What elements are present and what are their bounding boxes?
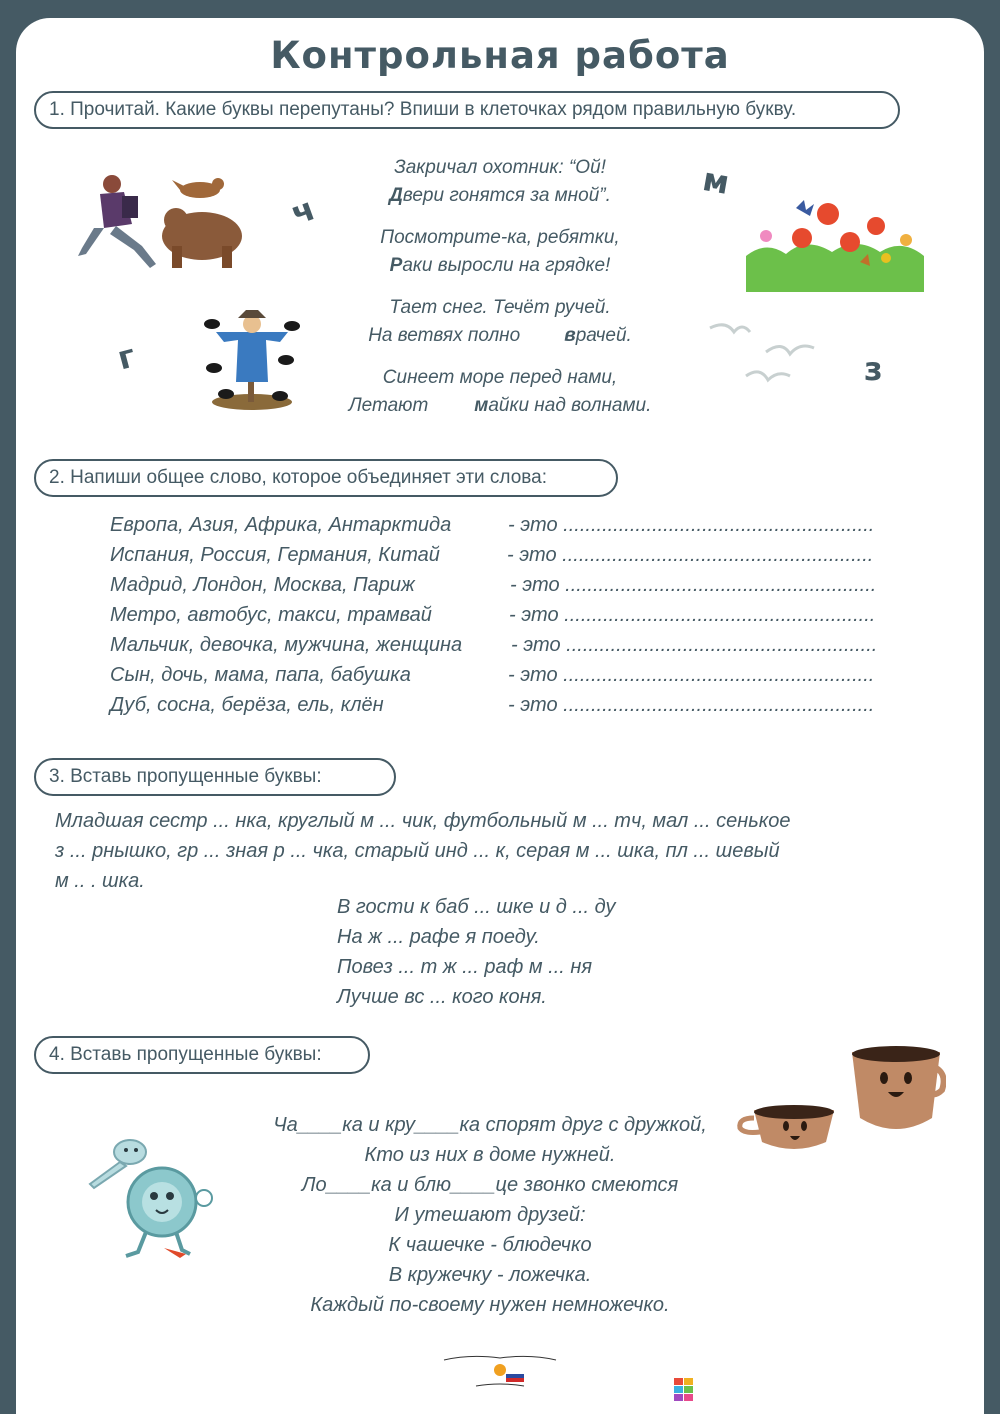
answer-line-2[interactable]: - это ........................................................ — [507, 544, 874, 566]
word-group-6: Сын, дочь, мама, папа, бабушка — [110, 664, 411, 686]
mixed-letter-ch: ч — [286, 189, 320, 233]
cups-illustration — [736, 1044, 946, 1156]
stanza-4-line-2-pre: Летают — [348, 395, 429, 416]
poem4-line-2: Кто из них в доме нужней. — [364, 1144, 616, 1166]
stanza-4-line-2 — [340, 392, 660, 420]
stanza-3-bold-letter: в — [564, 325, 576, 346]
stanza-2-bold-letter: Р — [389, 255, 403, 276]
section3-heading: 3. Вставь пропущенные буквы: — [34, 758, 396, 796]
answer-line-3[interactable]: - это ........................................................ — [510, 574, 877, 596]
flower-meadow-illustration — [746, 196, 924, 292]
stanza-2-line-2-rest: аки выросли на грядке! — [402, 255, 611, 276]
stanza-1-line-2-rest: вери гонятся за мной”. — [402, 185, 611, 206]
stanza-1-line-2 — [350, 182, 650, 210]
missing-letters-line-3[interactable]: м .. . шка. — [55, 870, 145, 892]
stanza-3 — [350, 294, 650, 350]
answer-line-6[interactable]: - это ........................................................ — [508, 664, 875, 686]
logo-text: LIVEWORKSHEETS — [697, 1373, 986, 1406]
missing-letters-line-1[interactable]: Младшая сестр ... нка, круглый м ... чик, футбольный м ... тч, мал ... сенькое — [55, 810, 791, 832]
poem3-line-3[interactable]: Повез ... т ж ... раф м ... ня — [337, 956, 593, 978]
mug-figure — [852, 1046, 944, 1129]
answer-line-1[interactable]: - это ........................................................ — [508, 514, 875, 536]
stanza-3-line-2 — [350, 322, 650, 350]
author-logo-mark — [440, 1350, 560, 1390]
poem3-line-1[interactable]: В гости к баб ... шке и д ... ду — [337, 896, 616, 918]
stanza-3-line-2-pre: На ветвях полно — [368, 325, 521, 346]
stanza-1-line-1: Закричал охотник: “Ой! — [394, 157, 606, 178]
poem4-line-3[interactable]: Ло____ка и блю____це звонко смеются — [301, 1174, 679, 1196]
poem4-line-4: И утешают друзей: — [394, 1204, 586, 1226]
word-group-3: Мадрид, Лондон, Москва, Париж — [110, 574, 415, 596]
section2-heading: 2. Напиши общее слово, которое объединяет эти слова: — [34, 459, 618, 497]
scarecrow-illustration — [196, 304, 308, 410]
stanza-3-line-1: Тает снег. Течёт ручей. — [389, 297, 611, 318]
poem3-line-4[interactable]: Лучше вс ... кого коня. — [337, 986, 547, 1008]
page-title: Контрольная работа — [270, 34, 730, 77]
poem4-line-5: К чашечке - блюдечко — [388, 1234, 592, 1256]
stanza-2 — [350, 224, 650, 280]
seagulls-illustration — [706, 318, 822, 390]
stanza-4-line-1: Синеет море перед нами, — [382, 367, 618, 388]
cup-figure — [740, 1105, 834, 1149]
mixed-letter-z: з — [864, 350, 883, 388]
hunter-bear-illustration — [72, 172, 247, 274]
section4-heading: 4. Вставь пропущенные буквы: — [34, 1036, 370, 1074]
answer-line-4[interactable]: - это ........................................................ — [509, 604, 876, 626]
stanza-1-bold-letter: Д — [389, 185, 403, 206]
hunter-figure — [78, 175, 156, 268]
word-group-7: Дуб, сосна, берёза, ель, клён — [110, 694, 384, 716]
mixed-letter-g: г — [113, 336, 140, 378]
saucer-figure — [126, 1168, 212, 1258]
poem4-line-6: В кружечку - ложечка. — [388, 1264, 592, 1286]
stanza-3-line-2-rest: рачей. — [575, 325, 632, 346]
section1-heading: 1. Прочитай. Какие буквы перепутаны? Впиши в клеточках рядом правильную букву. — [34, 91, 900, 129]
stanza-4-line-2-rest: айки над волнами. — [488, 395, 652, 416]
poem4-line-1[interactable]: Ча____ка и кру____ка спорят друг с дружкой, — [273, 1114, 707, 1136]
poem3-line-2[interactable]: На ж ... рафе я поеду. — [337, 926, 540, 948]
poem4-line-7: Каждый по-своему нужен немножечко. — [310, 1294, 670, 1316]
spoon-saucer-illustration — [86, 1132, 218, 1262]
stanza-4-bold-letter: м — [474, 395, 489, 416]
word-group-5: Мальчик, девочка, мужчина, женщина — [110, 634, 463, 656]
mixed-letter-m: м — [699, 160, 733, 202]
answer-line-7[interactable]: - это ........................................................ — [508, 694, 875, 716]
stanza-2-line-2 — [350, 252, 650, 280]
stanza-4 — [340, 364, 660, 420]
stanza-1 — [350, 154, 650, 210]
logo-squares-icon — [674, 1376, 694, 1400]
stanza-2-line-1: Посмотрите-ка, ребятки, — [380, 227, 620, 248]
dog-figure — [172, 178, 224, 198]
word-group-2: Испания, Россия, Германия, Китай — [110, 544, 440, 566]
missing-letters-line-2[interactable]: з ... рнышко, гр ... зная р ... чка, старый инд ... к, серая м ... шка, пл ... шевый — [55, 840, 780, 862]
word-group-1: Европа, Азия, Африка, Антарктида — [110, 514, 452, 536]
bear-figure — [162, 208, 242, 268]
word-group-4: Метро, автобус, такси, трамвай — [110, 604, 432, 626]
answer-line-5[interactable]: - это ........................................................ — [511, 634, 878, 656]
liveworksheets-logo[interactable] — [674, 1373, 986, 1406]
